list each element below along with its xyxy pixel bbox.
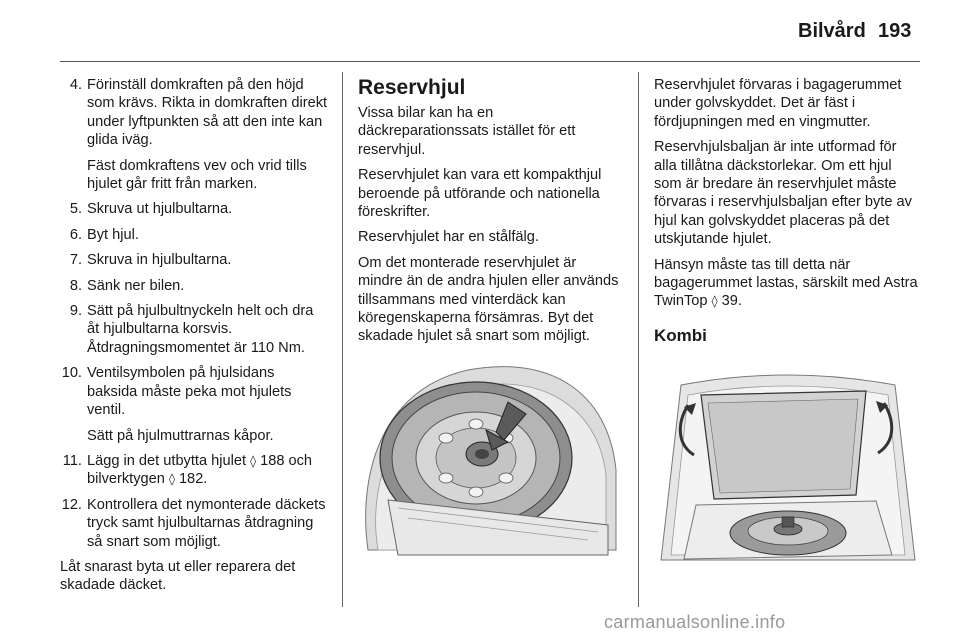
header-divider: [60, 61, 920, 62]
paragraph: Vissa bilar kan ha en däckreparationssats istället för ett reservhjul.: [358, 105, 576, 158]
page-reference-icon: ◊: [250, 453, 257, 468]
paragraph: Reservhjulsbaljan är inte utformad för alla tillåtna däckstorlekar. Om ett hjul som är bredare än reservhjulet måste förvaras i reservhjulsbaljan efter byte av hjul kan golvskyddet placeras på det utskjutande hjulet.: [654, 139, 912, 248]
right-column: [654, 76, 922, 353]
list-number: 5.: [69, 201, 82, 218]
list-item: [60, 452, 328, 489]
paragraph-text: Hänsyn måste tas till detta när bagagerummet lastas, särskilt med Astra TwinTop: [654, 256, 918, 310]
list-number: 7.: [69, 252, 82, 269]
list-text: Kontrollera det nymonterade däckets tryck samt hjulbultarnas åtdragning så snart som möjligt.: [87, 496, 326, 550]
list-continuation: Fäst domkraftens vev och vrid tills hjulet går fritt från marken.: [87, 157, 307, 193]
left-column: [60, 76, 328, 602]
list-text-part: Lägg in det utbytta hjulet: [87, 452, 247, 469]
paragraph: Reservhjulet har en stålfälg.: [358, 229, 539, 246]
paragraph: [654, 256, 922, 311]
spare-wheel-illustration: [358, 350, 622, 556]
list-item: [60, 364, 328, 445]
list-item: [60, 277, 328, 295]
list-text: Sänk ner bilen.: [87, 277, 185, 294]
list-text: [87, 452, 328, 489]
paragraph: Reservhjulet kan vara ett kompakthjul beroende på utförande och nationella föreskrifter.: [358, 167, 602, 221]
column-divider-right: [638, 72, 639, 607]
list-number: 8.: [69, 277, 82, 294]
list-number: 11.: [62, 452, 82, 469]
closing-paragraph: Låt snarast byta ut eller reparera det skadade däcket.: [60, 558, 296, 594]
list-item: [60, 496, 328, 551]
watermark: carmanualsonline.info: [604, 612, 786, 632]
list-text: Skruva in hjulbultarna.: [87, 252, 232, 269]
paragraph: Reservhjulet förvaras i bagagerummet under golvskyddet. Det är fäst i fördjupningen med en vingmutter.: [654, 77, 902, 130]
list-item: [60, 200, 328, 218]
page-reference-icon: ◊: [168, 472, 175, 487]
list-number: 4.: [69, 77, 82, 93]
list-item: [60, 251, 328, 269]
middle-column: [358, 76, 624, 353]
list-text: Ventilsymbolen på hjulsidans baksida måste peka mot hjulets ventil.: [87, 365, 292, 419]
list-number: 9.: [69, 303, 82, 320]
list-number: 12.: [61, 496, 82, 513]
list-text-part: och bilverktygen: [87, 452, 313, 488]
column-divider-left: [342, 72, 343, 607]
list-item: [60, 76, 328, 193]
list-text: Byt hjul.: [87, 226, 139, 243]
section-title: Reservhjul: [358, 76, 466, 99]
trunk-illustration: [656, 365, 920, 571]
paragraph: Om det monterade reservhjulet är mindre än de andra hjulen eller används tillsammans med vinterdäck kan köregenskaperna försämras. Byt det skadade hjulet så snart som möjligt.: [358, 254, 619, 345]
list-text: Förinställ domkraften på den höjd som krävs. Rikta in domkraften direkt under lyftpunkten så att den inte kan glida iväg.: [87, 77, 328, 149]
page-reference[interactable]: 182.: [178, 471, 208, 488]
page-reference[interactable]: 39.: [721, 293, 742, 310]
list-number: 6.: [69, 226, 82, 243]
page-number: 193: [878, 20, 912, 42]
page-reference[interactable]: 188: [260, 452, 285, 469]
page-header-title: Bilvård: [798, 20, 866, 42]
list-number: 10.: [61, 365, 82, 382]
list-item: [60, 302, 328, 357]
list-text: Sätt på hjulbultnyckeln helt och dra åt hjulbultarna korsvis. Åtdragningsmomentet är 110 Nm.: [87, 303, 314, 356]
list-item: [60, 226, 328, 244]
page-reference-icon: ◊: [711, 294, 718, 309]
list-continuation: Sätt på hjulmuttrarnas kåpor.: [87, 427, 274, 444]
subsection-title: Kombi: [654, 325, 707, 345]
list-text: Skruva ut hjulbultarna.: [87, 201, 233, 218]
